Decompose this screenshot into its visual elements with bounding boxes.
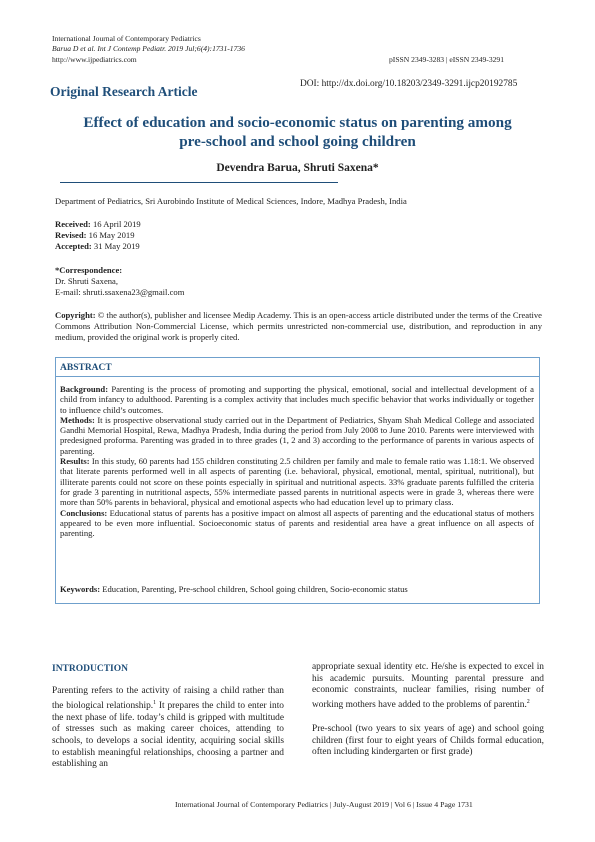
citation xyxy=(52,44,245,54)
journal-url[interactable]: http://www.ijpediatrics.com xyxy=(52,55,137,64)
results-text: In this study, 60 parents had 155 children constituting 2.5 children per family and male to female ratio was 1.18:1. We observed that literate parents performed well in all aspects of parenting (i.e. behavioral, physical, emotional, mental, spiritual, nutritional), but illiterate parents could not score on these points especially in spiritual and nutritional aspects. 33% graduate parents fulfilled the criteria for grade 3 parenting in nutritional aspects, 55% intermediate passed parents in nutritional aspects were in grade 3, whereas there were more than 50% parents in behavioral, physical and emotional aspects who had education level up to primary class. xyxy=(60,456,534,508)
conclusions-label: Conclusions: xyxy=(60,507,108,518)
abstract-conclusions xyxy=(60,508,534,539)
copyright-notice xyxy=(55,310,542,342)
authors: Devendra Barua, Shruti Saxena* xyxy=(216,162,379,174)
received-date xyxy=(55,219,141,230)
intro-paragraph-1-cont xyxy=(312,662,544,712)
correspondence-label: *Correspondence: xyxy=(55,265,123,275)
intro-left-column xyxy=(52,686,284,771)
page-footer: International Journal of Contemporary Pediatrics | July-August 2019 | Vol 6 | Issue 4 Page 1731 xyxy=(175,800,473,809)
journal-name: International Journal of Contemporary Pediatrics xyxy=(52,34,201,43)
revised-value: 16 May 2019 xyxy=(86,230,135,240)
correspondence-name: Dr. Shruti Saxena, xyxy=(55,276,119,286)
keywords-text: Education, Parenting, Pre-school children, School going children, Socio-economic status xyxy=(100,584,408,594)
abstract-heading: ABSTRACT xyxy=(60,363,112,373)
citation-ref-1[interactable]: 1 xyxy=(153,699,157,706)
revised-label: Revised: xyxy=(55,230,87,240)
article-type: Original Research Article xyxy=(50,84,198,99)
copyright-label: Copyright: xyxy=(55,310,96,320)
introduction-heading: INTRODUCTION xyxy=(52,664,129,674)
citation-text: Barua D et al. Int J Contemp Pediatr. 2019 Jul;6(4):1731-1736 xyxy=(52,44,245,53)
background-label: Background: xyxy=(60,384,109,394)
title-divider xyxy=(60,182,338,183)
title-line-1: Effect of education and socio-economic status on parenting among xyxy=(83,114,512,131)
article-title xyxy=(60,113,535,151)
conclusions-text: Educational status of parents has a positive impact on almost all aspects of parenting and the educational status of mothers appeared to be even more influential. Socioeconomic status of parents and residential area have a great influence on all aspects of parenting. xyxy=(60,507,534,539)
intro-right-column xyxy=(312,662,544,759)
methods-text: It is prospective observational study carried out in the Department of Pediatrics, Shyam Shah Medical College and associated Gandhi Memorial Hospital, Rewa, Madhya Pradesh, India during the period from July 2008 to June 2010. Parents were interviewed with predesigned proforma. Parenting was graded in to three grades (1, 2 and 3) according to the performance of parents in various aspects of parenting. xyxy=(60,414,534,456)
keywords xyxy=(60,584,534,594)
doi-link[interactable]: DOI: http://dx.doi.org/10.18203/2349-3291.ijcp20192785 xyxy=(300,79,518,89)
background-text: Parenting is the process of promoting and supporting the physical, emotional, social and intellectual development of a child from infancy to adulthood. Parenting is a complex activity that includes much specific behavior that works individually or together to influence child’s outcomes. xyxy=(60,384,534,415)
title-line-2: pre-school and school going children xyxy=(179,133,416,150)
methods-label: Methods: xyxy=(60,414,95,425)
issn: pISSN 2349-3283 | eISSN 2349-3291 xyxy=(389,55,505,64)
keywords-label: Keywords: xyxy=(60,584,101,594)
intro-paragraph-2: Pre-school (two years to six years of age) and school going children (first four to eight years of Childs formal education, often including kindergarten or first grade) xyxy=(312,723,544,758)
accepted-date xyxy=(55,241,140,252)
intro-p1-end: It prepares the child to enter into the next phase of life. today’s child is gripped with multitude of stresses such as making career choices, attending to schools, to develops a social identity, acquiring social skills to establish meaningful relationships, choosing a partner and establishing an xyxy=(52,700,284,770)
intro-paragraph-1 xyxy=(52,686,284,771)
accepted-label: Accepted: xyxy=(55,241,92,251)
received-label: Received: xyxy=(55,219,91,229)
abstract-results xyxy=(60,456,534,507)
revised-date xyxy=(55,230,135,241)
abstract-methods xyxy=(60,415,534,456)
correspondence-email[interactable]: E-mail: shruti.ssaxena23@gmail.com xyxy=(55,287,185,297)
abstract-body xyxy=(60,384,534,538)
affiliation: Department of Pediatrics, Sri Aurobindo Institute of Medical Sciences, Indore, Madhya Pradesh, India xyxy=(55,196,407,206)
citation-ref-2[interactable]: 2 xyxy=(526,699,530,706)
copyright-text: © the author(s), publisher and licensee Medip Academy. This is an open-access article distributed under the terms of the Creative Commons Attribution Non-Commercial License, which permits unrestricted non-commercial use, distribution, and reproduction in any medium, provided the original work is properly cited. xyxy=(55,310,542,342)
intro-right-p1: appropriate sexual identity etc. He/she is expected to excel in his academic pursuits. Mounting parental pressure and economic constraints, nuclear families, rising number of working mothers have added to the problems of parentin. xyxy=(312,662,544,711)
abstract-box xyxy=(55,357,540,604)
accepted-value: 31 May 2019 xyxy=(91,241,140,251)
received-value: 16 April 2019 xyxy=(90,219,141,229)
results-label: Results: xyxy=(60,456,90,467)
intro-p1-start: Parenting refers to the activity of raising a child rather than the biological relationship. xyxy=(52,686,284,711)
abstract-background xyxy=(60,384,534,415)
abstract-rule xyxy=(56,376,539,377)
